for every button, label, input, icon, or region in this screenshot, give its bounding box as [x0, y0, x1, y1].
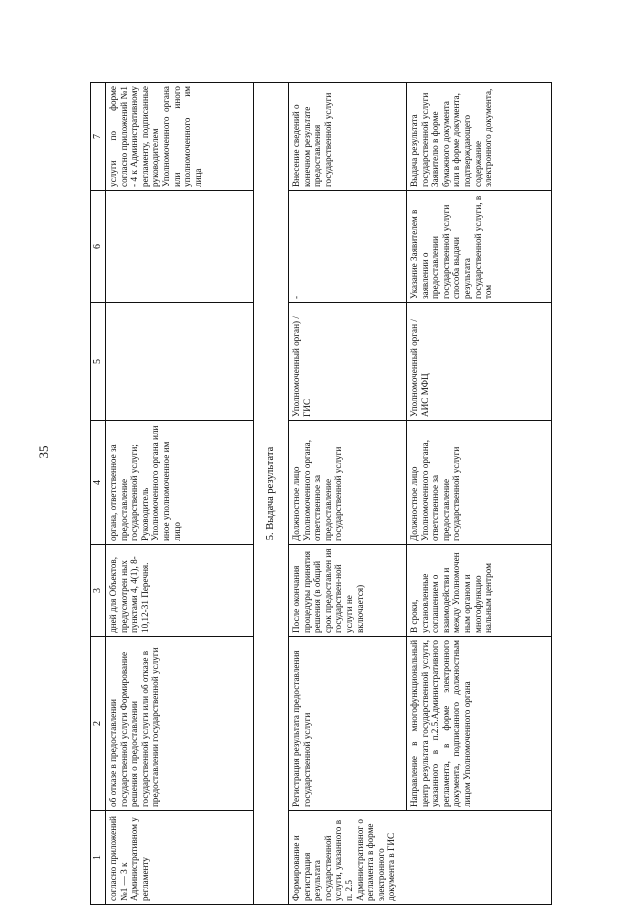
cell-action: согласно приложений №1 — 3 к Административном у регламенту — [106, 811, 254, 905]
table-row — [289, 83, 407, 905]
cell-result: Внесение сведений о конечном результате предоставления государственной услуги — [289, 83, 407, 191]
header-col-3: 3 — [91, 545, 106, 637]
header-col-4: 4 — [91, 421, 106, 545]
section-title: 5. Выдача результата — [254, 83, 289, 905]
cell-procedure: Регистрация результата предоставления государственной услуги — [289, 637, 407, 811]
cell-criteria: - — [289, 191, 407, 303]
cell-deadline: В сроки, установленные соглашением о взаимодействи и между Уполномочен ным органом и многофункцио нальным центром — [407, 545, 552, 637]
cell-responsible: Должностное лицо Уполномоченного органа, ответственное за предоставление государственной услуги — [289, 421, 407, 545]
cell-place: Уполномоченный орган / АИС МФЦ — [407, 303, 552, 421]
cell-responsible: органа, ответственное за предоставление государственной услуги; Руководитель Уполномоченного органа или иное уполномоченное им лицо — [106, 421, 254, 545]
procedure-table-rotated — [90, 83, 552, 905]
table-row — [407, 83, 552, 905]
header-col-1: 1 — [91, 811, 106, 905]
cell-procedure: Направление в многофункциональный центр результата государственной услуги, указанного в п.2.5.Административного регламента, в форме электронного документа, подписанного должностным лицом Уполномоченного органа — [407, 637, 552, 811]
header-col-6: 6 — [91, 191, 106, 303]
procedure-table — [90, 82, 552, 905]
header-row — [91, 83, 106, 905]
header-col-5: 5 — [91, 303, 106, 421]
cell-deadline: дней для Объектов, предусмотрен ных пунктами 4, 4(1), 8-10,12-31 Перечня. — [106, 545, 254, 637]
cell-deadline: После окончания процедуры принятия решения (в общий срок предоставлен ия государствен-ной услуги не включается) — [289, 545, 407, 637]
cell-responsible: Должностное лицо Уполномоченного органа, ответственное за предоставление государственной услуги — [407, 421, 552, 545]
cell-criteria — [106, 191, 254, 303]
cell-result: Выдача результата государственной услуги Заявителю в форме бумажного документа или в форме документа, подтверждающего содержание электронного документа, — [407, 83, 552, 191]
cell-criteria: Указание Заявителем в заявлении о предоставлении государственной услуги способа выдачи результата государственной услуги, в том — [407, 191, 552, 303]
cell-result: услуги по форме согласно приложений №1 - 4 к Административному регламенту, подписанные руководителем Уполномоченного органа или иного уполномоченного им лица — [106, 83, 254, 191]
cell-action: Формирование и регистрация результата государственной услуги, указанного в п. 2.5 Административног о регламента в форме электронного документа в ГИС — [289, 811, 552, 905]
cell-place: Уполномоченный орган) / ГИС — [289, 303, 407, 421]
header-col-7: 7 — [91, 83, 106, 191]
cell-procedure: об отказе в предоставлении государственной услуги Формирование решения о предоставлении государственной услуги или об отказе в предоставлении государственной услуги — [106, 637, 254, 811]
header-col-2: 2 — [91, 637, 106, 811]
cell-place — [106, 303, 254, 421]
table-row — [106, 83, 254, 905]
page-number: 35 — [36, 445, 51, 459]
section-row — [254, 83, 289, 905]
